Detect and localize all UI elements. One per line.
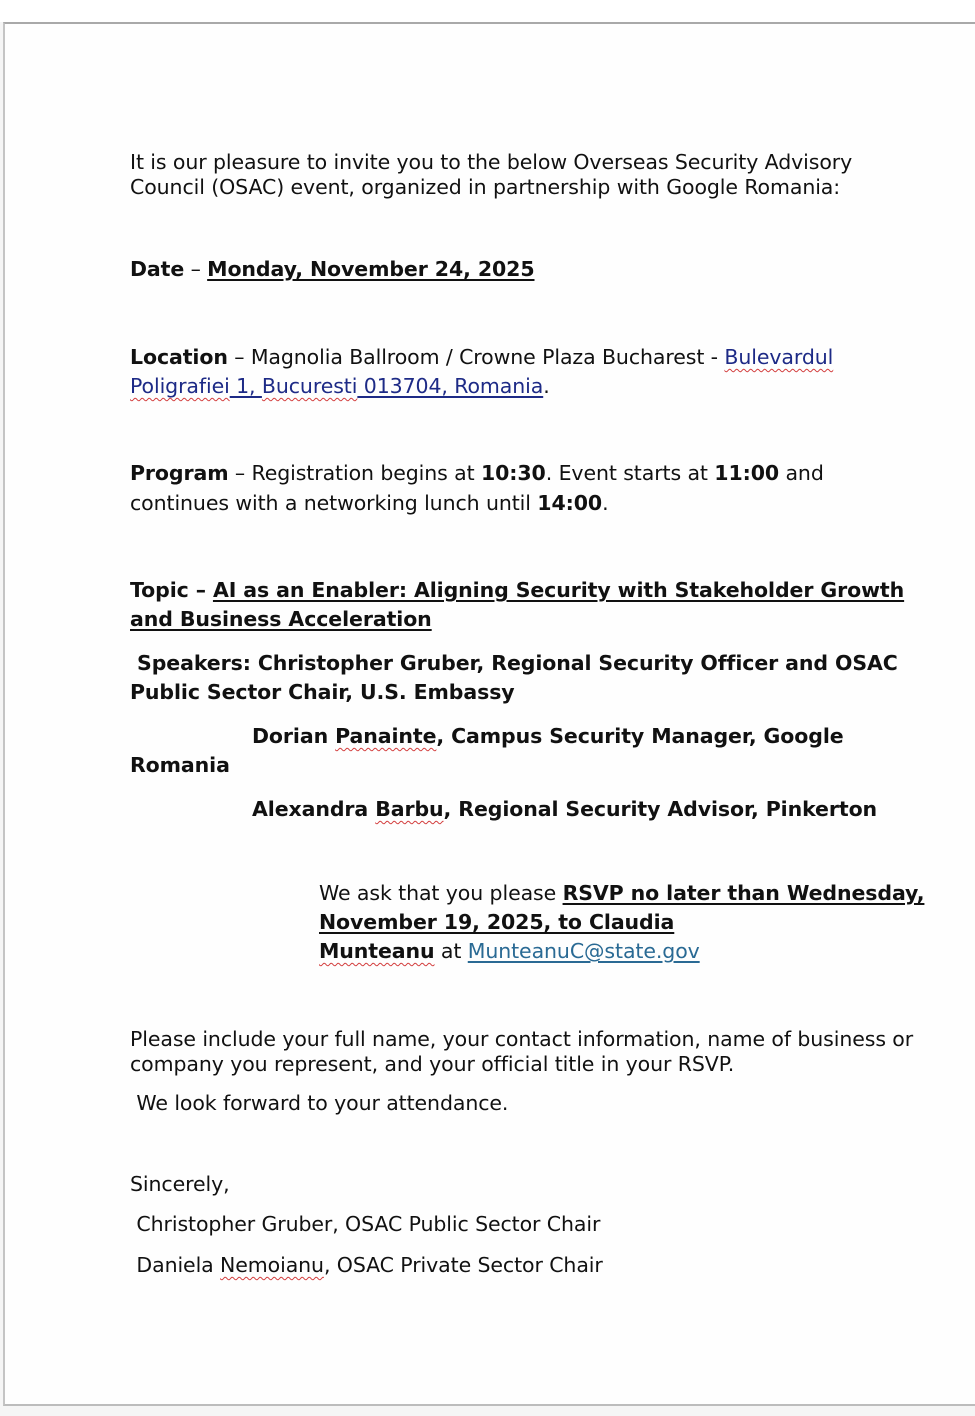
signature-2-title: , OSAC Private Sector Chair <box>323 1253 603 1277</box>
rsvp-deadline-continued: November 19, 2025, to Claudia <box>319 910 675 934</box>
rsvp-at: at <box>434 939 468 963</box>
program-text: – Registration begins at <box>228 461 481 485</box>
speaker-3-title: , Regional Security Advisor, Pinkerton <box>443 797 878 821</box>
signature-2 <box>130 1253 603 1278</box>
location-label: Location <box>130 345 228 369</box>
address-link-part-3[interactable]: 1, <box>229 374 262 398</box>
top-margin <box>0 0 975 22</box>
rsvp-line-1 <box>319 881 924 906</box>
intro-line-1: It is our pleasure to invite you to the below Overseas Security Advisory <box>130 150 853 174</box>
location-period: . <box>543 374 550 398</box>
intro-line-2: Council (OSAC) event, organized in partnership with Google Romania: <box>130 175 841 199</box>
signature-2-first-name: Daniela <box>130 1253 221 1277</box>
speaker-3-last-name: Barbu <box>375 797 444 821</box>
speaker-2-first-name: Dorian <box>252 724 336 748</box>
program-label: Program <box>130 461 229 485</box>
date-value: Monday, November 24, 2025 <box>207 257 535 281</box>
registration-time: 10:30 <box>480 461 546 485</box>
rsvp-contact-name: Munteanu <box>319 939 435 963</box>
document-page <box>3 22 975 1406</box>
signature-1: Christopher Gruber, OSAC Public Sector Chair <box>130 1212 601 1236</box>
program-line-2 <box>130 491 608 516</box>
date-line <box>130 257 535 282</box>
start-time: 11:00 <box>714 461 780 485</box>
program-line-1 <box>130 461 824 486</box>
address-link-part-1[interactable]: Bulevardul <box>724 345 834 369</box>
topic-line-2 <box>130 607 432 632</box>
speaker-2-wrap: Romania <box>130 753 230 777</box>
include-line-1: Please include your full name, your contact information, name of business or <box>130 1027 914 1051</box>
sincerely-text: Sincerely, <box>130 1172 230 1196</box>
date-label: Date <box>130 257 185 281</box>
speaker-2 <box>252 724 844 749</box>
rsvp-line-2 <box>319 910 674 935</box>
speaker-2-last-name: Panainte <box>335 724 437 748</box>
address-link-part-4[interactable]: Bucuresti <box>261 374 358 398</box>
address-link-part-2[interactable]: Poligrafiei <box>130 374 230 398</box>
topic-dash: – <box>188 578 213 602</box>
program-text: and <box>779 461 824 485</box>
topic-label: Topic <box>130 578 189 602</box>
speaker-3-first-name: Alexandra <box>252 797 376 821</box>
speakers-line-2: Public Sector Chair, U.S. Embassy <box>130 680 515 704</box>
topic-line-1 <box>130 578 904 603</box>
signature-2-last-name: Nemoianu <box>220 1253 324 1277</box>
speakers-line-1: Speakers: Christopher Gruber, Regional Security Officer and OSAC <box>130 651 898 675</box>
rsvp-line-3 <box>319 939 700 964</box>
include-line-2: company you represent, and your official title in your RSVP. <box>130 1052 735 1076</box>
program-period: . <box>602 491 609 515</box>
end-time: 14:00 <box>537 491 603 515</box>
topic-title-continued: and Business Acceleration <box>130 607 432 631</box>
location-venue: – Magnolia Ballroom / Crowne Plaza Bucharest - <box>227 345 725 369</box>
address-link-part-5[interactable]: 013704, Romania <box>357 374 544 398</box>
location-line-1 <box>130 345 833 370</box>
topic-title: AI as an Enabler: Aligning Security with Stakeholder Growth <box>212 578 905 602</box>
rsvp-email-link[interactable]: MunteanuC@state.gov <box>467 939 700 963</box>
speaker-3 <box>252 797 877 822</box>
location-line-2 <box>130 374 550 399</box>
date-dash: – <box>184 257 208 281</box>
program-text: continues with a networking lunch until <box>130 491 538 515</box>
rsvp-deadline: RSVP no later than Wednesday, <box>562 881 925 905</box>
program-text: . Event starts at <box>545 461 715 485</box>
look-forward-text: We look forward to your attendance. <box>130 1091 509 1115</box>
rsvp-text: We ask that you please <box>319 881 563 905</box>
speaker-2-title: , Campus Security Manager, Google <box>436 724 844 748</box>
